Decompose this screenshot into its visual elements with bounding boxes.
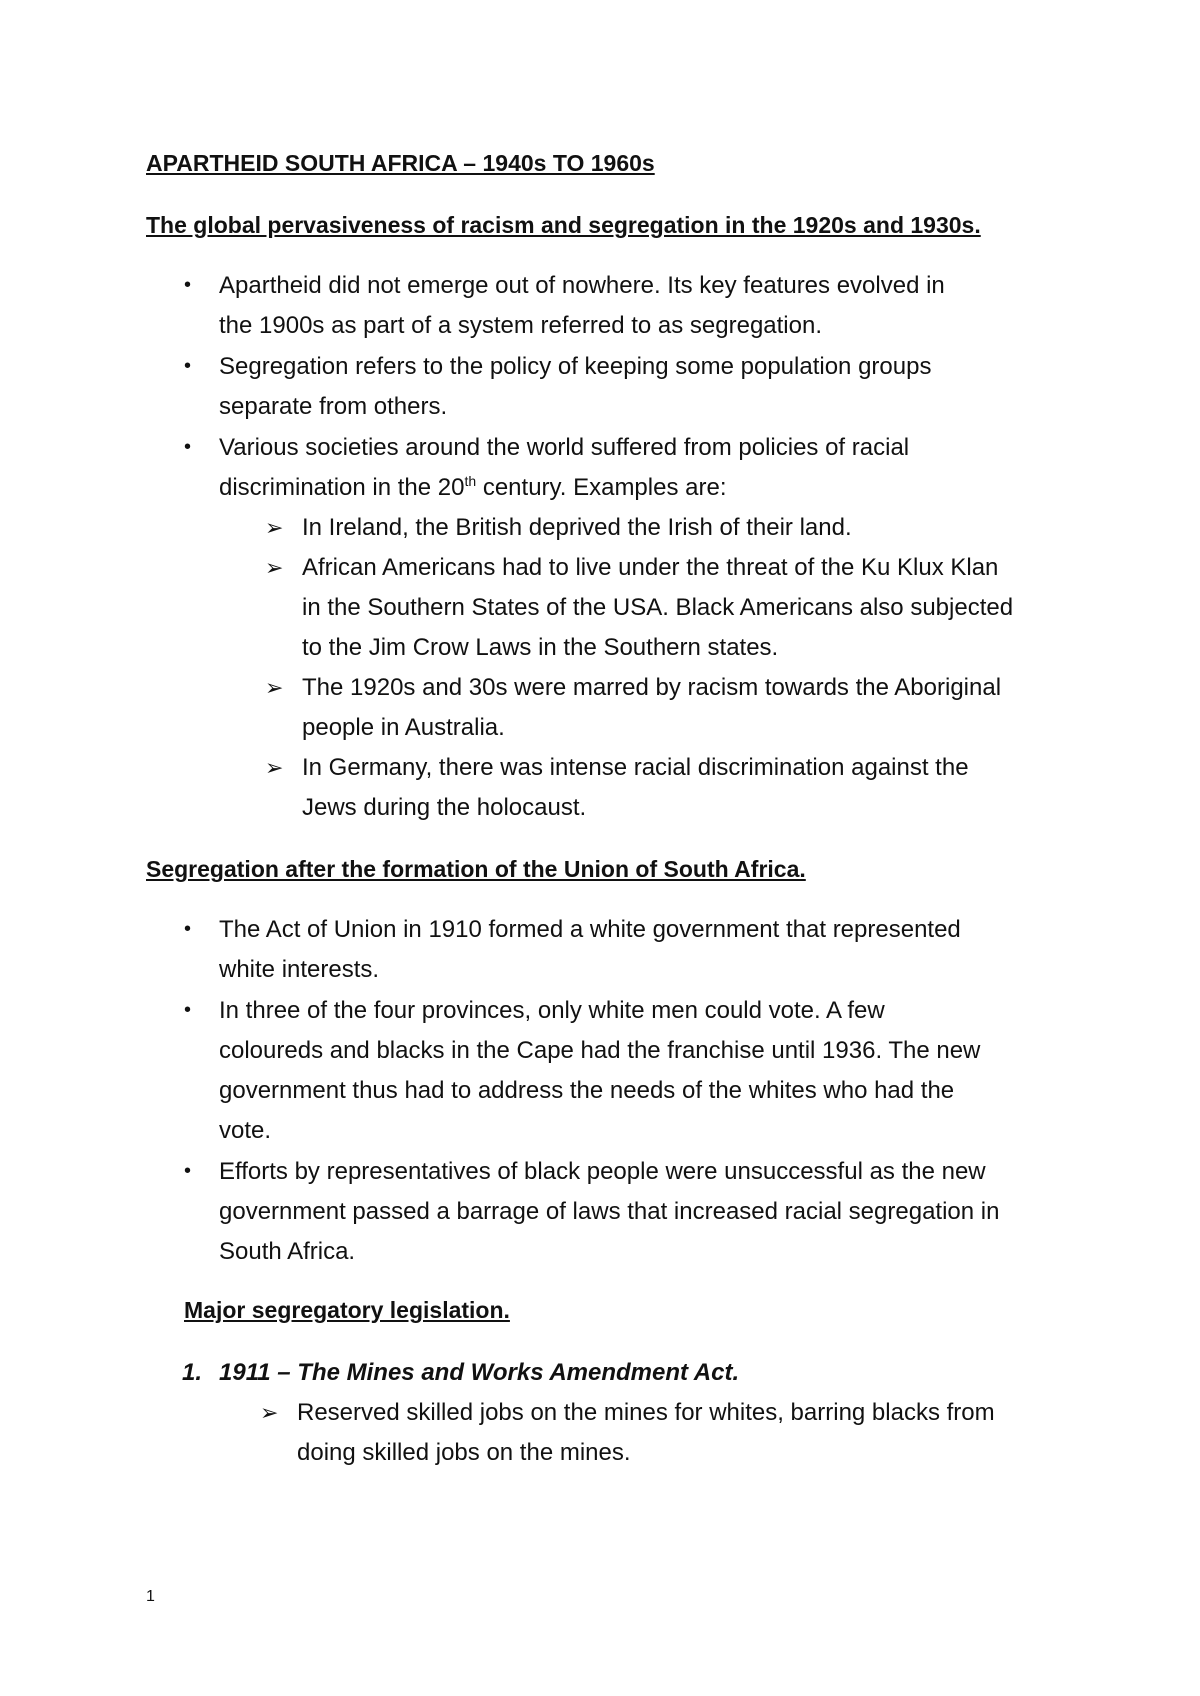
- bullet-line: In three of the four provinces, only white men could vote. A few: [219, 997, 885, 1024]
- legislation-title: 1911 – The Mines and Works Amendment Act.: [219, 1359, 740, 1386]
- subpoint-line: In Germany, there was intense racial discrimination against the: [302, 754, 969, 781]
- bullet-line: the 1900s as part of a system referred to as segregation.: [219, 312, 822, 339]
- subpoint-line: In Ireland, the British deprived the Irish of their land.: [302, 514, 852, 541]
- bullet-line: government passed a barrage of laws that increased racial segregation in: [219, 1198, 1000, 1225]
- subpoint-line: to the Jim Crow Laws in the Southern states.: [302, 634, 779, 661]
- arrow-bullet-icon: ➢: [260, 1400, 279, 1425]
- bullet-line: Efforts by representatives of black people were unsuccessful as the new: [219, 1158, 986, 1185]
- bullet-line: separate from others.: [219, 393, 448, 420]
- subpoint-line: Jews during the holocaust.: [302, 794, 587, 821]
- subpoint-line: people in Australia.: [302, 714, 505, 741]
- arrow-bullet-icon: ➢: [265, 555, 284, 580]
- arrow-bullet-icon: ➢: [265, 755, 284, 780]
- bullet-text-pre: discrimination in the 20: [219, 474, 465, 501]
- bullet-icon: •: [184, 436, 192, 458]
- page-number: 1: [146, 1588, 155, 1605]
- bullet-text-post: century. Examples are:: [476, 474, 727, 501]
- bullet-line: Apartheid did not emerge out of nowhere. Its key features evolved in: [219, 272, 945, 299]
- bullet-line: government thus had to address the needs of the whites who had the: [219, 1077, 955, 1104]
- bullet-line: South Africa.: [219, 1238, 356, 1265]
- arrow-bullet-icon: ➢: [265, 675, 284, 700]
- item-number: 1.: [182, 1359, 203, 1386]
- section-heading-legislation: Major segregatory legislation.: [184, 1297, 510, 1323]
- section-heading-global-racism: The global pervasiveness of racism and segregation in the 1920s and 1930s.: [146, 212, 981, 238]
- bullet-icon: •: [184, 1160, 192, 1182]
- bullet-line: coloureds and blacks in the Cape had the franchise until 1936. The new: [219, 1037, 981, 1064]
- bullet-icon: •: [184, 355, 192, 377]
- subpoint-line: Reserved skilled jobs on the mines for whites, barring blacks from: [297, 1399, 995, 1426]
- arrow-bullet-icon: ➢: [265, 515, 284, 540]
- bullet-line: Segregation refers to the policy of keeping some population groups: [219, 353, 932, 380]
- bullet-icon: •: [184, 274, 192, 296]
- subpoint-line: African Americans had to live under the threat of the Ku Klux Klan: [302, 554, 999, 581]
- bullet-line: Various societies around the world suffered from policies of racial: [219, 434, 910, 461]
- bullet-line: [219, 468, 726, 508]
- bullet-line: white interests.: [219, 956, 380, 983]
- bullet-icon: •: [184, 918, 192, 940]
- subpoint-line: in the Southern States of the USA. Black Americans also subjected: [302, 594, 1014, 621]
- document-title: APARTHEID SOUTH AFRICA – 1940s TO 1960s: [146, 150, 655, 176]
- superscript: th: [464, 473, 477, 489]
- bullet-line: The Act of Union in 1910 formed a white government that represented: [219, 916, 961, 943]
- section-heading-union: Segregation after the formation of the Union of South Africa.: [146, 856, 806, 882]
- subpoint-line: doing skilled jobs on the mines.: [297, 1439, 631, 1466]
- subpoint-line: The 1920s and 30s were marred by racism towards the Aboriginal: [302, 674, 1002, 701]
- bullet-icon: •: [184, 999, 192, 1021]
- bullet-line: vote.: [219, 1117, 272, 1144]
